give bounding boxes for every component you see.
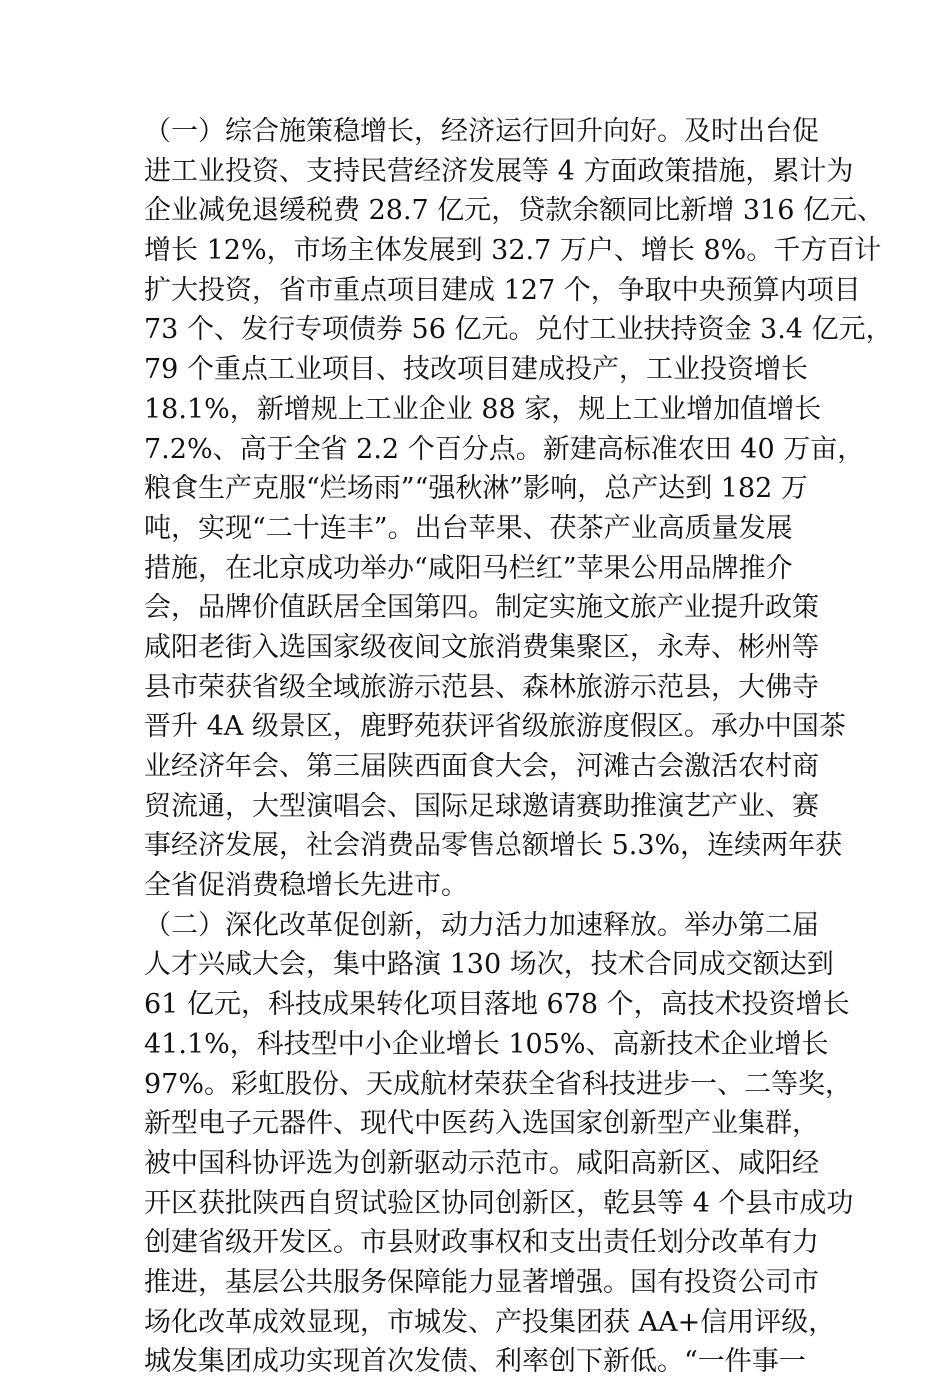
text-line: 18.1%，新增规上工业企业 88 家，规上工业增加值增长 [144,393,822,425]
text-line: 增长 12%，市场主体发展到 32.7 万户、增长 8%。千方百计 [144,235,882,267]
text-line: 会，品牌价值跃居全国第四。制定实施文旅产业提升政策 [144,592,819,624]
text-line: 企业减免退缓税费 28.7 亿元，贷款余额同比新增 316 亿元、 [144,195,884,227]
text-line: （一）综合施策稳增长，经济运行回升向好。及时出台促 [144,116,819,147]
text-line: 推进，基层公共服务保障能力显著增强。国有投资公司市 [144,1266,819,1298]
text-line: 97%。彩虹股份、天成航材荣获全省科技进步一、二等奖， [144,1068,853,1100]
text-line: 7.2%、高于全省 2.2 个百分点。新建高标准农田 40 万亩， [144,433,865,465]
text-line: 贸流通，大型演唱会、国际足球邀请赛助推演艺产业、赛 [144,790,819,822]
text-line: 业经济年会、第三届陕西面食大会，河滩古会激活农村商 [144,751,819,782]
text-line: 被中国科协评选为创新驱动示范市。咸阳高新区、咸阳经 [144,1147,819,1179]
text-line: 全省促消费稳增长先进市。 [144,870,468,902]
text-line: 新型电子元器件、现代中医药入选国家创新型产业集群， [144,1108,819,1140]
text-line: 创建省级开发区。市县财政事权和支出责任划分改革有力 [144,1227,819,1259]
text-line: 县市荣获省级全域旅游示范县、森林旅游示范县，大佛寺 [144,671,819,703]
text-line: 人才兴咸大会，集中路演 130 场次，技术合同成交额达到 [144,949,834,981]
text-line: 79 个重点工业项目、技改项目建成投产，工业投资增长 [144,354,808,386]
text-line: 晋升 4A 级景区，鹿野苑获评省级旅游度假区。承办中国茶 [144,711,846,743]
text-line: 粮食生产克服“烂场雨”“强秋淋”影响，总产达到 182 万 [144,473,808,505]
text-line: 61 亿元，科技成果转化项目落地 678 个，高技术投资增长 [144,989,850,1021]
text-line: 咸阳老街入选国家级夜间文旅消费集聚区，永寿、彬州等 [144,631,819,663]
text-line: 城发集团成功实现首次发债、利率创下新低。“一件事一 [144,1346,806,1378]
text-line: 进工业投资、支持民营经济发展等 4 方面政策措施，累计为 [144,155,854,187]
text-line: 吨，实现“二十连丰”。出台苹果、茯茶产业高质量发展 [144,512,793,544]
text-line: 场化改革成效显现，市城发、产投集团获 AA+信用评级， [144,1306,836,1338]
text-line: 开区获批陕西自贸试验区协同创新区，乾县等 4 个县市成功 [144,1187,854,1219]
text-line: （二）深化改革促创新，动力活力加速释放。举办第二届 [144,909,819,941]
text-line: 73 个、发行专项债券 56 亿元。兑付工业扶持资金 3.4 亿元， [144,314,893,346]
text-line: 41.1%，科技型中小企业增长 105%、高新技术企业增长 [144,1028,829,1060]
body-text [144,112,893,1382]
text-line: 扩大投资，省市重点项目建成 127 个，争取中央预算内项目 [144,274,861,306]
text-line: 措施，在北京成功举办“咸阳马栏红”苹果公用品牌推介 [144,552,793,584]
text-line: 事经济发展，社会消费品零售总额增长 5.3%，连续两年获 [144,830,843,862]
